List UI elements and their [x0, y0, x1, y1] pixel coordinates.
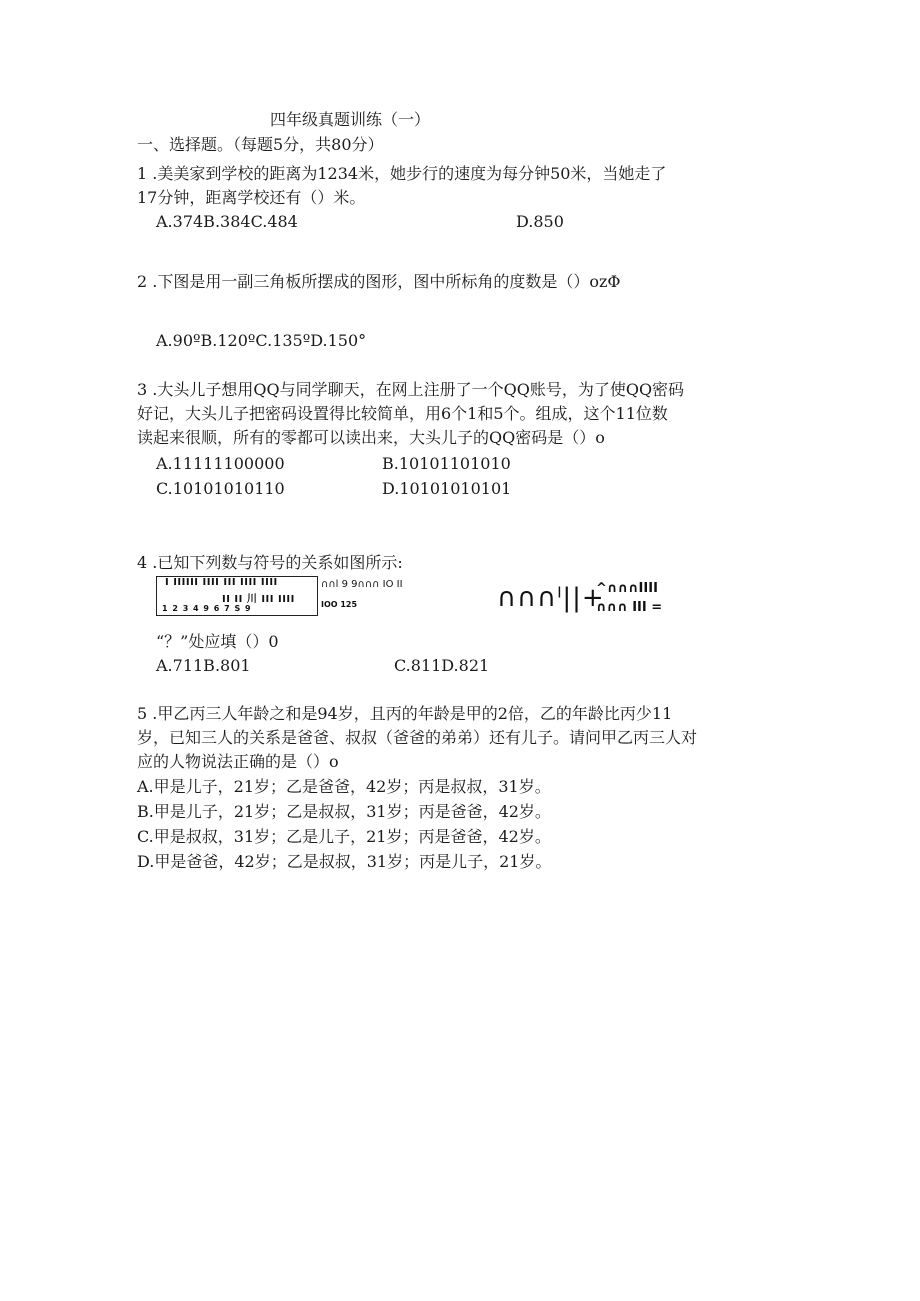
- q4-text-line1: 4 .已知下列数与符号的关系如图所示:: [137, 553, 403, 572]
- numeral-equation-right2: ∩∩∩ III =: [596, 600, 663, 615]
- numeral-equation-left: ∩∩∩ˡ||+: [497, 583, 605, 613]
- q3-option-d: D.10101010101: [382, 479, 512, 498]
- numeral-figure-row2: II II 川 III IIII: [222, 594, 295, 605]
- q4-options-cd: C.811D.821: [394, 656, 490, 675]
- q5-text-line1: 5 .甲乙丙三人年龄之和是94岁，且丙的年龄是甲的2倍，乙的年龄比丙少11: [137, 704, 673, 723]
- numeral-figure-side2: IOO 125: [321, 600, 358, 609]
- q3-option-a: A.11111100000: [156, 454, 285, 473]
- numeral-figure-digits: 1 2 3 4 9 6 7 S 9: [162, 604, 252, 613]
- q2-options: A.90ºB.120ºC.135ºD.150°: [156, 331, 367, 350]
- q5-text-line2: 岁，已知三人的关系是爸爸、叔叔（爸爸的弟弟）还有儿子。请问甲乙丙三人对: [137, 728, 698, 747]
- q3-text-line2: 好记，大头儿子把密码设置得比较简单，用6个1和5个。组成，这个11位数: [137, 404, 668, 423]
- q4-options-ab: A.711B.801: [156, 656, 251, 675]
- q5-text-line3: 应的人物说法正确的是（）o: [137, 752, 339, 771]
- page-title: 四年级真题训练（一）: [270, 110, 431, 129]
- q2-text-line1: 2 .下图是用一副三角板所摆成的图形，图中所标角的度数是（）ozΦ: [137, 272, 621, 291]
- numeral-figure-row1: I IIIIII IIII III IIII IIII: [165, 577, 278, 588]
- q5-option-a: A.甲是儿子，21岁；乙是爸爸，42岁；丙是叔叔，31岁。: [137, 777, 551, 796]
- q1-text-line2: 17分钟，距离学校还有（）米。: [137, 188, 366, 207]
- q1-options-abc: A.374B.384C.484: [156, 212, 298, 231]
- q3-text-line1: 3 .大头儿子想用QQ与同学聊天，在网上注册了一个QQ账号，为了使QQ密码: [137, 380, 685, 399]
- q5-option-c: C.甲是叔叔，31岁；乙是儿子，21岁；丙是爸爸，42岁。: [137, 827, 551, 846]
- q5-option-b: B.甲是儿子，21岁；乙是叔叔，31岁；丙是爸爸，42岁。: [137, 802, 551, 821]
- numeral-figure-side1: ∩∩l 9 9∩∩∩ IO II: [321, 579, 403, 590]
- q3-option-b: B.10101101010: [382, 454, 511, 473]
- q5-option-d: D.甲是爸爸，42岁；乙是叔叔，31岁；丙是儿子，21岁。: [137, 852, 552, 871]
- q1-text-line1: 1 .美美家到学校的距离为1234米，她步行的速度为每分钟50米，当她走了: [137, 164, 667, 183]
- q4-question: “？”处应填（）0: [156, 632, 279, 651]
- q1-option-d: D.850: [516, 212, 564, 231]
- section-header: 一、选择题。（每题5分，共80分）: [137, 135, 384, 154]
- q3-option-c: C.10101010110: [156, 479, 285, 498]
- q3-text-line3: 读起来很顺，所有的零都可以读出来，大头儿子的QQ密码是（）o: [137, 428, 605, 447]
- numeral-equation-right1: ^∩∩∩IIII: [596, 581, 658, 596]
